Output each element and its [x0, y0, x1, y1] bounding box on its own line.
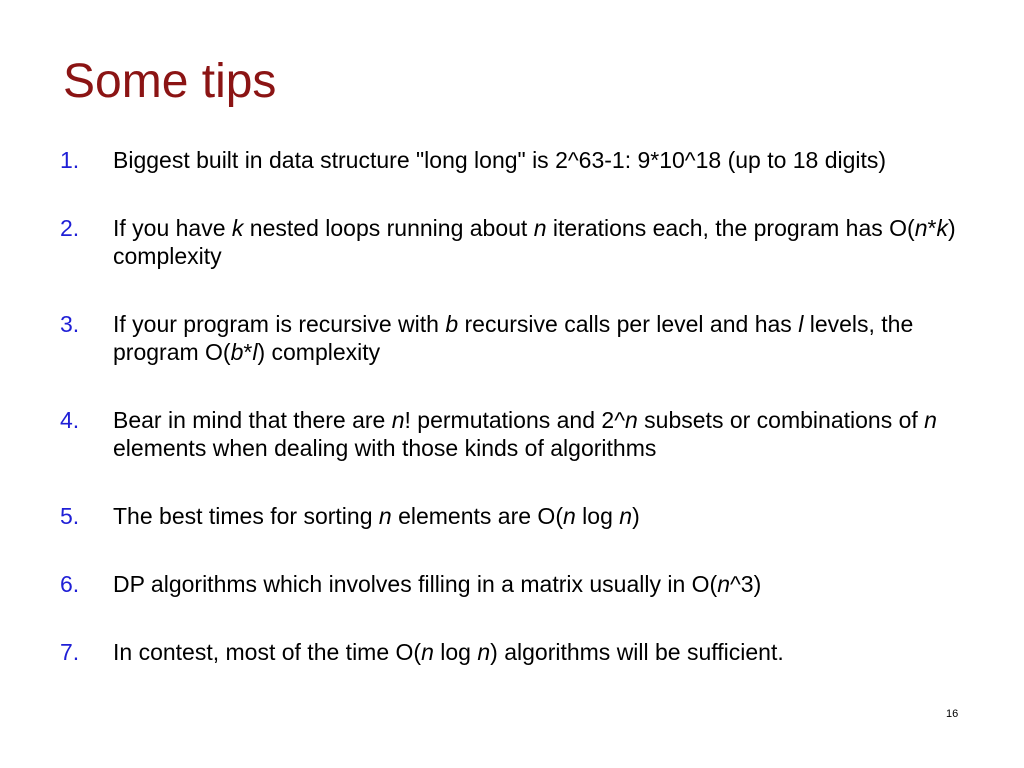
tips-list [60, 146, 960, 706]
tip-item-2 [60, 214, 960, 270]
tip-number-3: 3 . [60, 310, 79, 338]
tip-text-5: The best times for sorting n elements are O(n log n) [113, 503, 640, 529]
tip-text-1: Biggest built in data structure "long long" is 2^63-1: 9*10^18 (up to 18 digits) [113, 147, 887, 173]
tip-item-4 [60, 406, 960, 462]
tip-item-1 [60, 146, 960, 174]
tip-item-5 [60, 502, 960, 530]
tip-text-2: If you have k nested loops running about n iterations each, the program has O(n*k) complexity [113, 215, 956, 269]
tip-text-4: Bear in mind that there are n! permutations and 2^n subsets or combinations of n elements when dealing with those kinds of algorithms [113, 407, 937, 461]
tip-item-7 [60, 638, 960, 666]
tip-number-5: 5 . [60, 502, 79, 530]
tip-number-6: 6 . [60, 570, 79, 598]
tip-text-7: In contest, most of the time O(n log n) algorithms will be sufficient. [113, 639, 784, 665]
tip-number-7: 7 . [60, 638, 79, 666]
tip-number-2: 2 . [60, 214, 79, 242]
tip-text-6: DP algorithms which involves filling in a matrix usually in O(n^3) [113, 571, 762, 597]
page-number: 16 [946, 708, 959, 720]
tip-text-3: If your program is recursive with b recursive calls per level and has l levels, the program O(b*l) complexity [113, 311, 914, 365]
tip-number-1: 1 . [60, 146, 79, 174]
slide-title: Some tips [63, 55, 277, 108]
tip-item-3 [60, 310, 960, 366]
tip-number-4: 4 . [60, 406, 79, 434]
tip-item-6 [60, 570, 960, 598]
